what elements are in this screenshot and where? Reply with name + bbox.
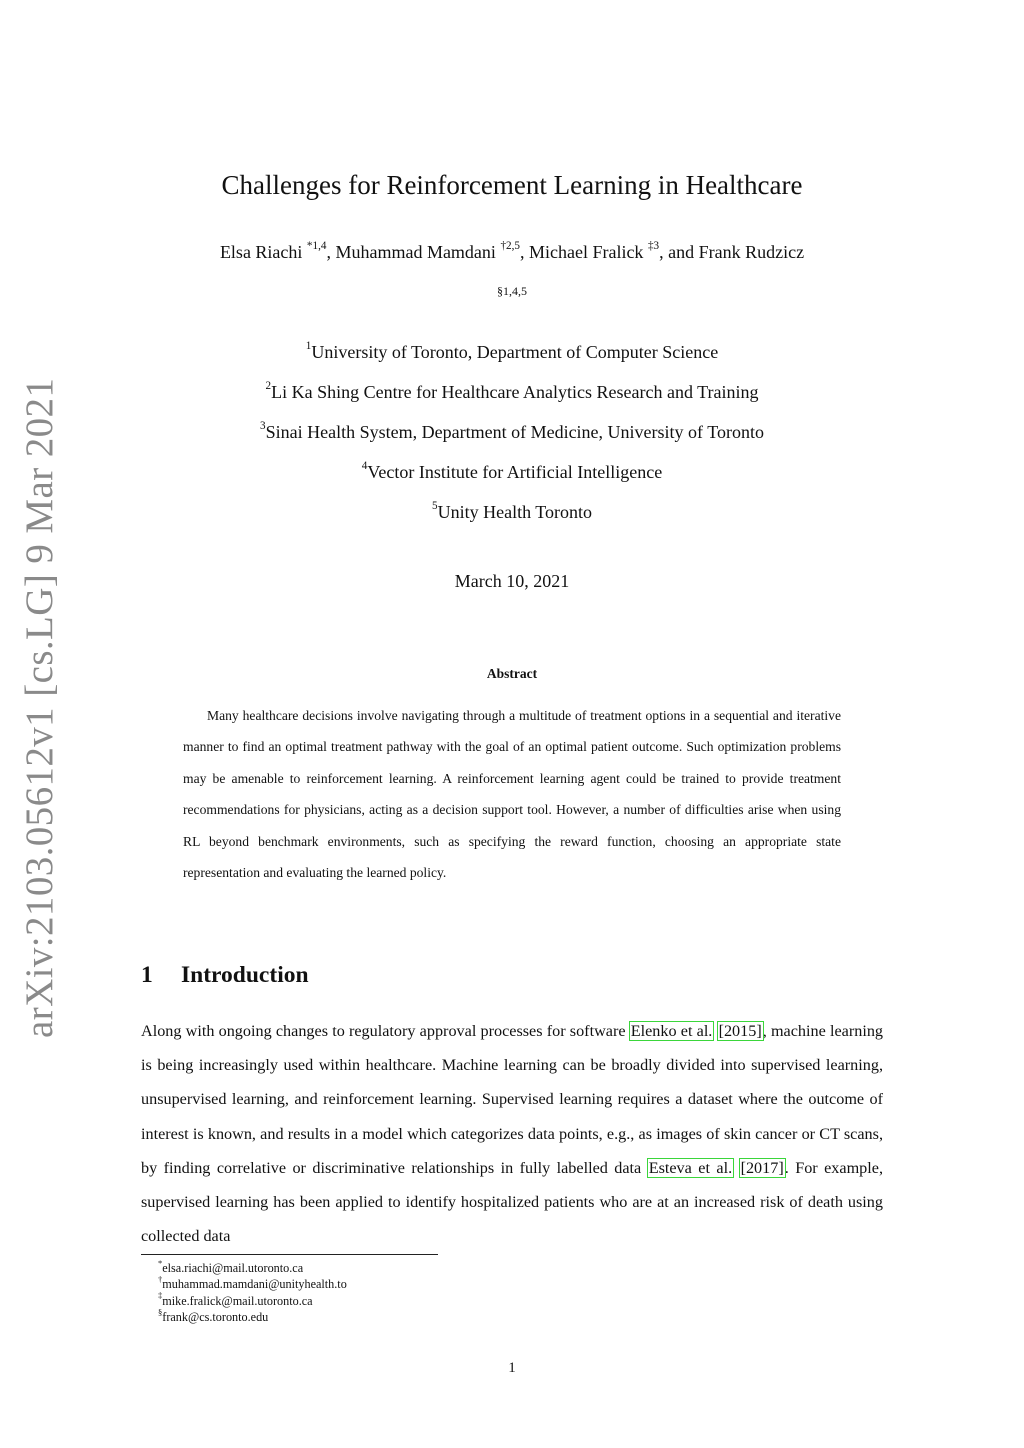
affiliation-number: 4 xyxy=(361,460,368,473)
author-name: , Muhammad Mamdani xyxy=(326,242,501,262)
author-list xyxy=(0,242,1024,263)
page-number: 1 xyxy=(508,1360,516,1376)
affiliation xyxy=(0,462,1024,483)
author-marks: *1,4 xyxy=(306,240,327,253)
affiliation-text: Vector Institute for Artificial Intelligence xyxy=(367,462,663,482)
citation-link[interactable]: Esteva et al. xyxy=(648,1158,733,1177)
author-name: Elsa Riachi xyxy=(219,242,307,262)
footnote xyxy=(158,1306,347,1325)
affiliation-number: 2 xyxy=(265,380,272,393)
footnote xyxy=(158,1276,347,1292)
footnote-email: mike.fralick@mail.utoronto.ca xyxy=(162,1293,313,1308)
footnote-mark: * xyxy=(158,1257,163,1268)
author-name: , Michael Fralick xyxy=(519,242,648,262)
affiliation-number: 1 xyxy=(305,340,312,353)
affiliation xyxy=(0,502,1024,523)
footnote-mark: ‡ xyxy=(158,1290,163,1301)
footnote-email: muhammad.mamdani@unityhealth.to xyxy=(162,1277,347,1292)
section-heading xyxy=(141,962,309,989)
body-text xyxy=(713,1022,717,1040)
section-number: 1 xyxy=(141,962,153,988)
footnote xyxy=(158,1257,347,1276)
footnote-email: elsa.riachi@mail.utoronto.ca xyxy=(162,1261,304,1275)
footnote-mark: † xyxy=(158,1274,163,1285)
affiliation xyxy=(0,422,1024,443)
paper-title: Challenges for Reinforcement Learning in Healthcare xyxy=(221,170,803,200)
body-text: . For example, supervised learning has been applied to identify hospitalized patients who are at an increased risk of death using collected data xyxy=(141,1158,884,1246)
affiliation-number: 5 xyxy=(432,500,438,513)
citation-link[interactable]: Elenko et al. xyxy=(630,1022,713,1040)
introduction-body xyxy=(141,1014,883,1253)
affiliation-text: Li Ka Shing Centre for Healthcare Analytics Research and Training xyxy=(271,382,759,402)
introduction-paragraph xyxy=(141,1014,883,1253)
footnote-divider xyxy=(141,1254,438,1255)
citation-year-link[interactable]: [2017] xyxy=(740,1158,784,1177)
affiliation-text: Unity Health Toronto xyxy=(437,502,592,522)
footnote-mark: § xyxy=(158,1306,163,1317)
body-text: , machine learning is being increasingly used within healthcare. Machine learning can be broadly divided into supervised learning, unsupervised learning, and reinforcement learning. Supervised learning requires a dataset where the outcome of interest is known, and results in a model which categorizes data points, e.g., as images of skin cancer or CT scans, by finding correlative or discriminative relationships in fully labelled data xyxy=(141,1022,884,1177)
author-marks-continued: §1,4,5 xyxy=(497,284,527,298)
body-text: Along with ongoing changes to regulatory approval processes for software xyxy=(141,1022,630,1040)
citation-year-link[interactable]: [2015] xyxy=(718,1022,762,1040)
author-marks: †2,5 xyxy=(500,240,520,253)
footnotes xyxy=(158,1257,347,1326)
footnote-email: frank@cs.toronto.edu xyxy=(162,1310,269,1325)
abstract-heading: Abstract xyxy=(486,666,538,681)
author-name: , and Frank Rudzicz xyxy=(659,242,805,262)
affiliation xyxy=(0,342,1024,363)
paper-date: March 10, 2021 xyxy=(454,571,570,591)
affiliation xyxy=(0,382,1024,403)
affiliation-number: 3 xyxy=(260,420,266,433)
section-title: Introduction xyxy=(181,962,309,988)
abstract-body xyxy=(183,700,841,888)
affiliation-text: Sinai Health System, Department of Medicine, University of Toronto xyxy=(265,422,764,442)
footnote xyxy=(158,1290,347,1309)
affiliation-text: University of Toronto, Department of Computer Science xyxy=(311,342,719,362)
arxiv-side-stamp: arXiv:2103.05612v1 [cs.LG] 9 Mar 2021 xyxy=(18,377,61,1038)
author-marks: ‡3 xyxy=(647,240,660,253)
abstract-paragraph: Many healthcare decisions involve navigating through a multitude of treatment options in a sequential and iterative manner to find an optimal treatment pathway with the goal of an optimal patient outcome. Such optimization problems may be amenable to reinforcement learning. A reinforcement learning agent could be trained to provide treatment recommendations for physicians, acting as a decision support tool. However, a number of difficulties arise when using RL beyond benchmark environments, such as specifying the reward function, choosing an appropriate state representation and evaluating the learned policy. xyxy=(183,708,841,881)
body-text xyxy=(733,1159,739,1177)
